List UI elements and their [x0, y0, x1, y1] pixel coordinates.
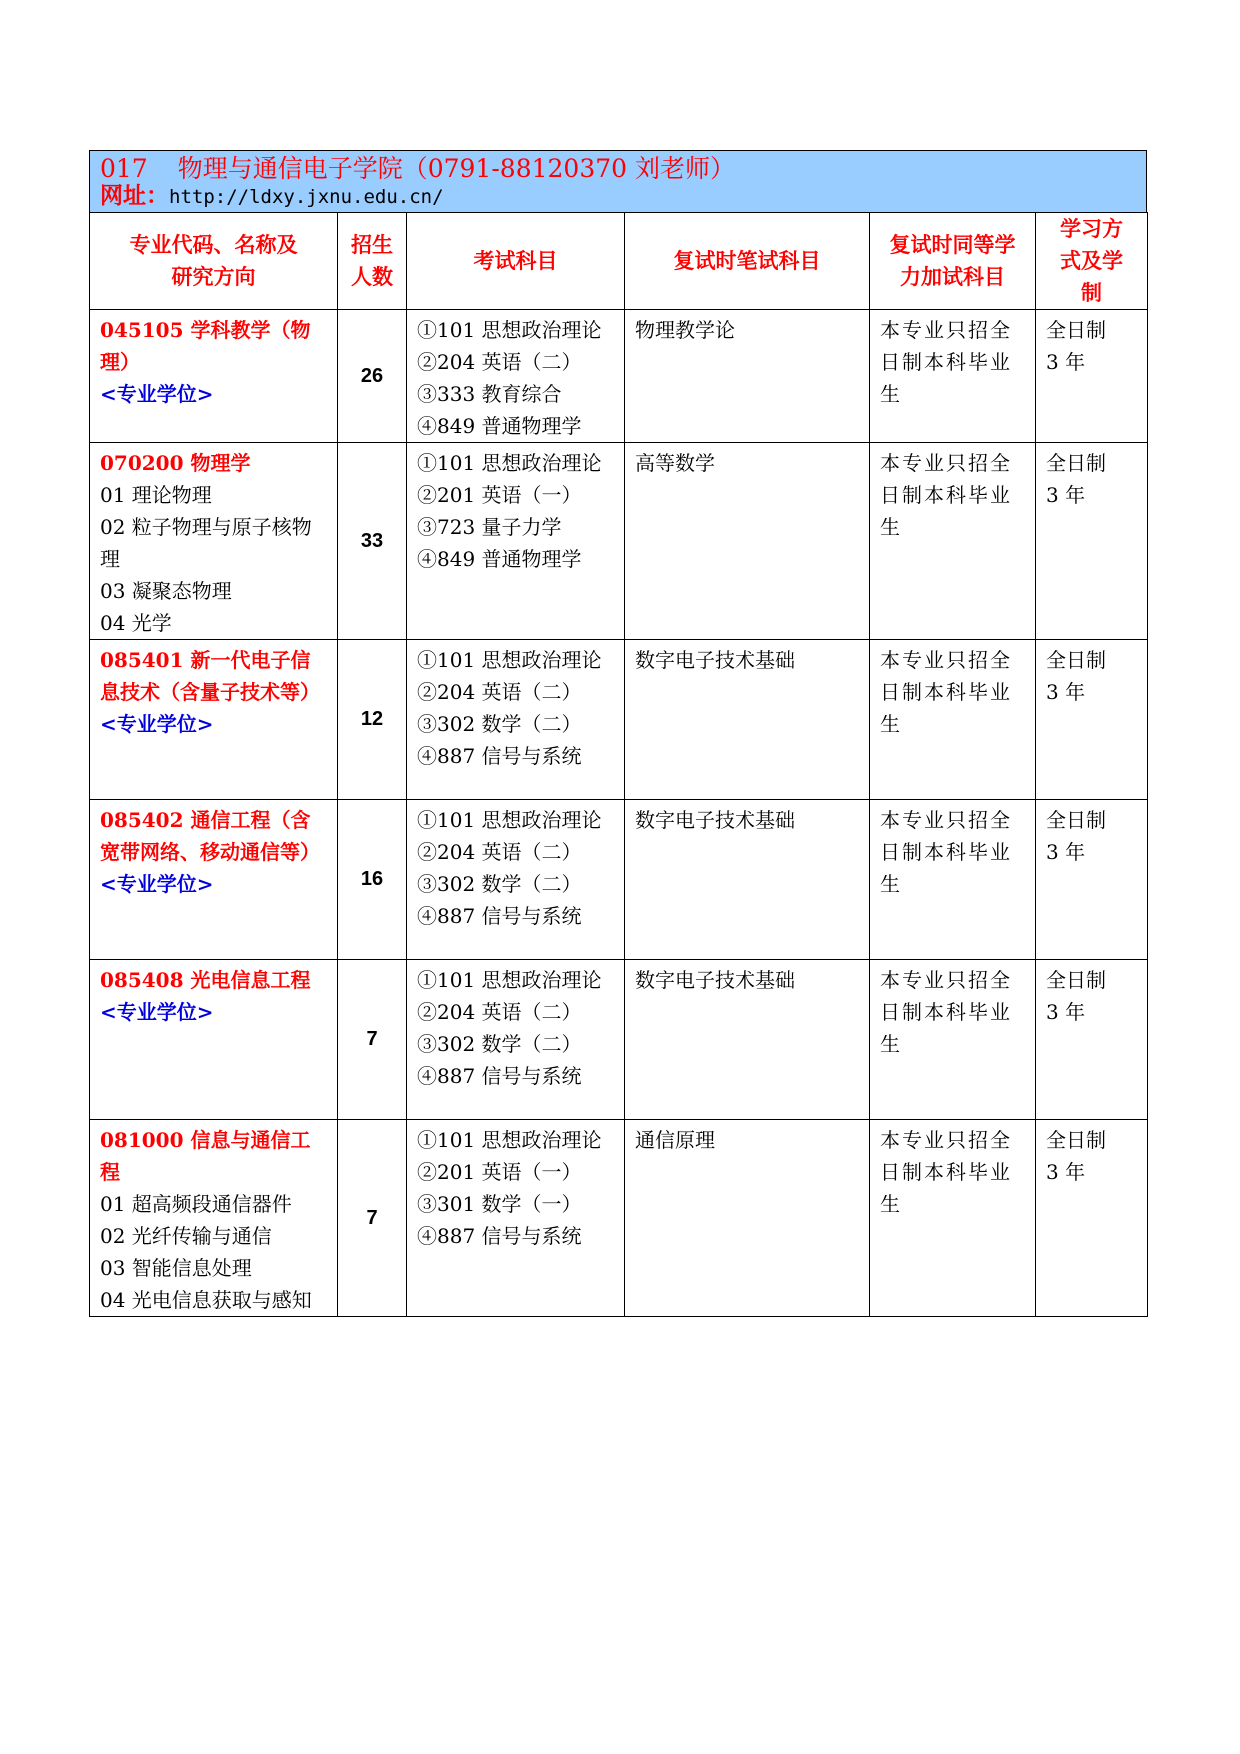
cell-exams — [407, 310, 625, 443]
exam-subject: ④849 普通物理学 — [417, 547, 582, 571]
study-mode: 全日制 — [1046, 318, 1106, 342]
cell-retest: 数字电子技术基础 — [625, 800, 870, 960]
column-header-quota: 招生人数 — [338, 213, 407, 310]
college-header — [89, 150, 1147, 212]
study-mode: 全日制 — [1046, 648, 1106, 672]
study-years: 3 年 — [1046, 840, 1086, 864]
exam-subject: ④887 信号与系统 — [417, 744, 582, 768]
college-name: 物理与通信电子学院（0791-88120370 刘老师） — [177, 154, 735, 183]
column-header-mode: 学习方式及学制 — [1036, 213, 1148, 310]
cell-quota: 26 — [338, 310, 407, 443]
column-header-exams: 考试科目 — [407, 213, 625, 310]
cell-quota: 16 — [338, 800, 407, 960]
research-direction: 03 智能信息处理 — [100, 1256, 252, 1280]
cell-equivalent: 本专业只招全日制本科毕业生 — [870, 640, 1036, 800]
cell-study-mode — [1036, 960, 1148, 1120]
cell-quota: 33 — [338, 443, 407, 640]
exam-subject: ③301 数学（一） — [417, 1192, 582, 1216]
cell-quota: 12 — [338, 640, 407, 800]
exam-subject: ④887 信号与系统 — [417, 904, 582, 928]
study-mode: 全日制 — [1046, 968, 1106, 992]
cell-major — [90, 640, 338, 800]
study-years: 3 年 — [1046, 1160, 1086, 1184]
degree-type: <专业学位> — [100, 872, 214, 896]
table-row — [90, 800, 1148, 960]
study-mode: 全日制 — [1046, 808, 1106, 832]
cell-major — [90, 310, 338, 443]
exam-subject: ②201 英语（一） — [417, 1160, 582, 1184]
exam-subject: ①101 思想政治理论 — [417, 318, 602, 342]
exam-subject: ③302 数学（二） — [417, 872, 582, 896]
exam-subject: ④849 普通物理学 — [417, 414, 582, 438]
exam-subject: ①101 思想政治理论 — [417, 968, 602, 992]
admissions-sheet — [89, 150, 1147, 1317]
major-name: 085401 新一代电子信息技术（含量子技术等） — [100, 648, 320, 704]
cell-exams — [407, 443, 625, 640]
website-link[interactable]: http://ldxy.jxnu.edu.cn/ — [169, 186, 444, 208]
cell-major — [90, 443, 338, 640]
cell-equivalent: 本专业只招全日制本科毕业生 — [870, 960, 1036, 1120]
cell-equivalent: 本专业只招全日制本科毕业生 — [870, 310, 1036, 443]
table-row — [90, 960, 1148, 1120]
cell-equivalent: 本专业只招全日制本科毕业生 — [870, 1120, 1036, 1317]
cell-exams — [407, 640, 625, 800]
table-row — [90, 310, 1148, 443]
exam-subject: ②204 英语（二） — [417, 350, 582, 374]
degree-type: <专业学位> — [100, 382, 214, 406]
cell-study-mode — [1036, 800, 1148, 960]
cell-retest: 数字电子技术基础 — [625, 640, 870, 800]
research-direction: 03 凝聚态物理 — [100, 579, 232, 603]
major-name: 070200 物理学 — [100, 451, 251, 475]
column-header-retest: 复试时笔试科目 — [625, 213, 870, 310]
exam-subject: ①101 思想政治理论 — [417, 648, 602, 672]
cell-exams — [407, 960, 625, 1120]
exam-subject: ②204 英语（二） — [417, 680, 582, 704]
research-direction: 02 粒子物理与原子核物理 — [100, 515, 312, 571]
cell-major — [90, 800, 338, 960]
cell-quota: 7 — [338, 960, 407, 1120]
cell-study-mode — [1036, 1120, 1148, 1317]
study-mode: 全日制 — [1046, 451, 1106, 475]
cell-quota: 7 — [338, 1120, 407, 1317]
website-label: 网址： — [100, 182, 169, 209]
major-name: 045105 学科教学（物理） — [100, 318, 311, 374]
degree-type: <专业学位> — [100, 712, 214, 736]
table-row — [90, 443, 1148, 640]
study-years: 3 年 — [1046, 350, 1086, 374]
table-row — [90, 640, 1148, 800]
column-header-major: 专业代码、名称及研究方向 — [90, 213, 338, 310]
research-direction: 04 光电信息获取与感知 — [100, 1288, 312, 1312]
study-mode: 全日制 — [1046, 1128, 1106, 1152]
cell-retest: 物理教学论 — [625, 310, 870, 443]
cell-study-mode — [1036, 640, 1148, 800]
study-years: 3 年 — [1046, 483, 1086, 507]
exam-subject: ②204 英语（二） — [417, 840, 582, 864]
cell-major — [90, 1120, 338, 1317]
cell-exams — [407, 1120, 625, 1317]
degree-type: <专业学位> — [100, 1000, 214, 1024]
college-title — [100, 154, 1136, 184]
cell-retest: 数字电子技术基础 — [625, 960, 870, 1120]
major-name: 081000 信息与通信工程 — [100, 1128, 311, 1184]
exam-subject: ①101 思想政治理论 — [417, 1128, 602, 1152]
cell-study-mode — [1036, 443, 1148, 640]
exam-subject: ③333 教育综合 — [417, 382, 562, 406]
cell-major — [90, 960, 338, 1120]
exam-subject: ②204 英语（二） — [417, 1000, 582, 1024]
research-direction: 01 超高频段通信器件 — [100, 1192, 292, 1216]
major-name: 085408 光电信息工程 — [100, 968, 311, 992]
research-direction: 01 理论物理 — [100, 483, 212, 507]
exam-subject: ②201 英语（一） — [417, 483, 582, 507]
exam-subject: ③723 量子力学 — [417, 515, 562, 539]
exam-subject: ①101 思想政治理论 — [417, 451, 602, 475]
cell-study-mode — [1036, 310, 1148, 443]
exam-subject: ④887 信号与系统 — [417, 1064, 582, 1088]
study-years: 3 年 — [1046, 680, 1086, 704]
website-line — [100, 184, 1136, 209]
study-years: 3 年 — [1046, 1000, 1086, 1024]
table-header-row — [90, 213, 1148, 310]
exam-subject: ③302 数学（二） — [417, 1032, 582, 1056]
cell-equivalent: 本专业只招全日制本科毕业生 — [870, 800, 1036, 960]
admissions-table — [89, 212, 1148, 1317]
table-body — [90, 310, 1148, 1317]
exam-subject: ④887 信号与系统 — [417, 1224, 582, 1248]
exam-subject: ③302 数学（二） — [417, 712, 582, 736]
college-code: 017 — [100, 154, 148, 183]
cell-exams — [407, 800, 625, 960]
cell-retest: 高等数学 — [625, 443, 870, 640]
research-direction: 04 光学 — [100, 611, 172, 635]
table-row — [90, 1120, 1148, 1317]
exam-subject: ①101 思想政治理论 — [417, 808, 602, 832]
cell-retest: 通信原理 — [625, 1120, 870, 1317]
cell-equivalent: 本专业只招全日制本科毕业生 — [870, 443, 1036, 640]
major-name: 085402 通信工程（含宽带网络、移动通信等） — [100, 808, 320, 864]
research-direction: 02 光纤传输与通信 — [100, 1224, 272, 1248]
column-header-equivalent: 复试时同等学力加试科目 — [870, 213, 1036, 310]
